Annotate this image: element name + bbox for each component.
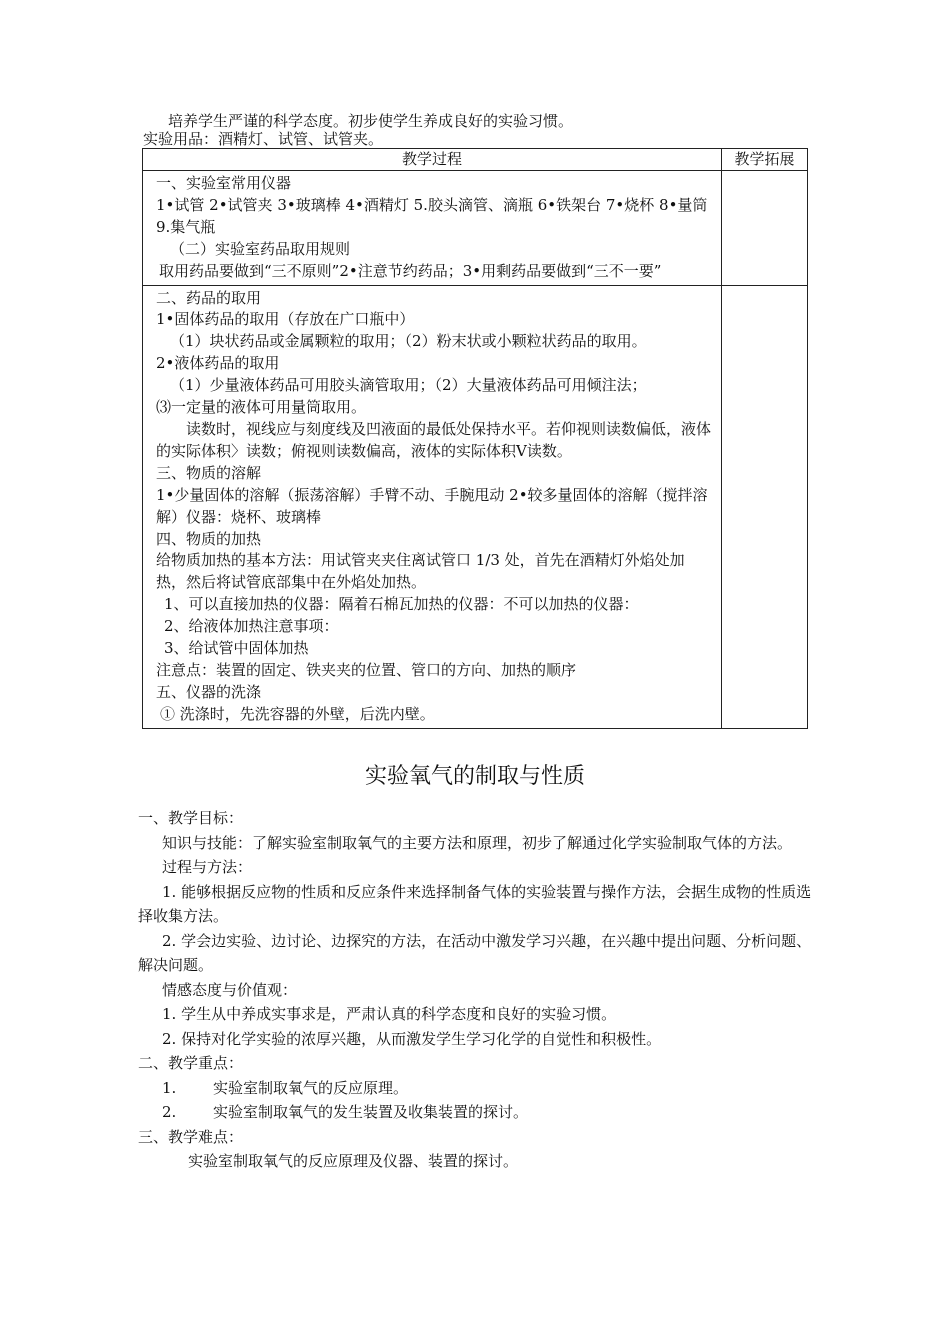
process-item: 1. 能够根据反应物的性质和反应条件来选择制备气体的实验装置与操作方法，会据生成物的性质选择收集方法。: [138, 882, 812, 925]
process-cell-2: [143, 285, 722, 728]
key-point-item: 2. 实验室制取氧气的发生装置及收集装置的探讨。: [162, 1103, 529, 1121]
table-row: [143, 285, 808, 728]
process-cell-1: [143, 171, 722, 286]
knowledge-text: 知识与技能：了解实验室制取氧气的主要方法和原理，初步了解通过化学实验制取气体的方法。: [162, 833, 793, 852]
key-point-item: 1. 实验室制取氧气的反应原理。: [162, 1078, 409, 1097]
cell-line: 一、实验室常用仪器: [156, 174, 292, 192]
cell-line: 四、物质的加热: [156, 529, 262, 548]
cell-line: （1）块状药品或金属颗粒的取用；（2）粉末状或小颗粒状药品的取用。: [170, 332, 647, 351]
header-extension: 教学拓展: [722, 149, 808, 171]
cell-line: 2•液体药品的取用: [156, 354, 280, 373]
cell-line: 1•固体药品的取用（存放在广口瓶中）: [156, 310, 415, 329]
cell-line: 取用药品要做到“三不原则”2•注意节约药品；3•用剩药品要做到“三不一要”: [159, 261, 662, 280]
cell-line: （1）少量液体药品可用胶头滴管取用；（2）大量液体药品可用倾注法；: [170, 376, 647, 395]
extension-cell-1: [722, 171, 808, 286]
cell-line: 2、给液体加热注意事项：: [164, 617, 339, 636]
lesson-plan-body: [138, 806, 818, 1174]
key-points-heading: 二、教学重点：: [138, 1054, 244, 1072]
cell-line: 给物质加热的基本方法：用试管夹夹住离试管口 1/3 处，首先在酒精灯外焰处加热，然后将试管底部集中在外焰处加热。: [156, 551, 685, 592]
extension-cell-2: [722, 285, 808, 728]
cell-line: 三、物质的溶解: [156, 463, 262, 482]
cell-line: 1•少量固体的溶解（振荡溶解）手臂不动、手腕甩动 2•较多量固体的溶解（搅拌溶解）仪器：烧杯、玻璃棒: [156, 485, 708, 526]
intro-line: 培养学生严谨的科学态度。初步使学生养成良好的实验习惯。: [168, 112, 574, 130]
teaching-process-table: [142, 148, 808, 729]
cell-line: 五、仪器的洗涤: [156, 682, 262, 701]
cell-line: 二、药品的取用: [156, 288, 262, 307]
process-heading: 过程与方法：: [162, 858, 253, 876]
cell-line: 1•试管 2•试管夹 3•玻璃棒 4•酒精灯 5.胶头滴管、滴瓶 6•铁架台 7•烧杯 8•量筒 9.集气瓶: [156, 195, 708, 236]
materials-line: 实验用品：酒精灯、试管、试管夹。: [143, 130, 384, 148]
cell-line: （二）实验室药品取用规则: [170, 239, 351, 258]
difficulties-text: 实验室制取氧气的反应原理及仪器、装置的探讨。: [188, 1152, 519, 1170]
goals-heading: 一、教学目标：: [138, 809, 244, 827]
section-title: 实验氧气的制取与性质: [364, 764, 585, 789]
difficulties-heading: 三、教学难点：: [138, 1127, 244, 1146]
attitude-item: 2. 保持对化学实验的浓厚兴趣，从而激发学生学习化学的自觉性和积极性。: [162, 1029, 662, 1048]
cell-line: 3、给试管中固体加热: [164, 639, 309, 658]
table-header-row: [143, 149, 808, 171]
cell-line: ① 洗涤时，先洗容器的外壁，后洗内壁。: [160, 704, 435, 723]
attitude-heading: 情感态度与价值观：: [162, 980, 298, 999]
process-item: 2. 学会边实验、边讨论、边探究的方法，在活动中激发学习兴趣，在兴趣中提出问题、分析问题、解决问题。: [138, 931, 812, 974]
cell-line: ⑶一定量的液体可用量筒取用。: [156, 398, 367, 417]
cell-line: 1、可以直接加热的仪器：隔着石棉瓦加热的仪器：不可以加热的仪器：: [164, 595, 639, 614]
header-process: 教学过程: [143, 149, 722, 171]
table-row: [143, 171, 808, 286]
attitude-item: 1. 学生从中养成实事求是，严肃认真的科学态度和良好的实验习惯。: [162, 1005, 617, 1023]
cell-line: 注意点：装置的固定、铁夹夹的位置、管口的方向、加热的顺序: [156, 660, 577, 679]
cell-line: 读数时，视线应与刻度线及凹液面的最低处保持水平。若仰视则读数偏低，液体的实际体积〉读数；俯视则读数偏高，液体的实际体积Ⅴ读数。: [156, 419, 712, 460]
